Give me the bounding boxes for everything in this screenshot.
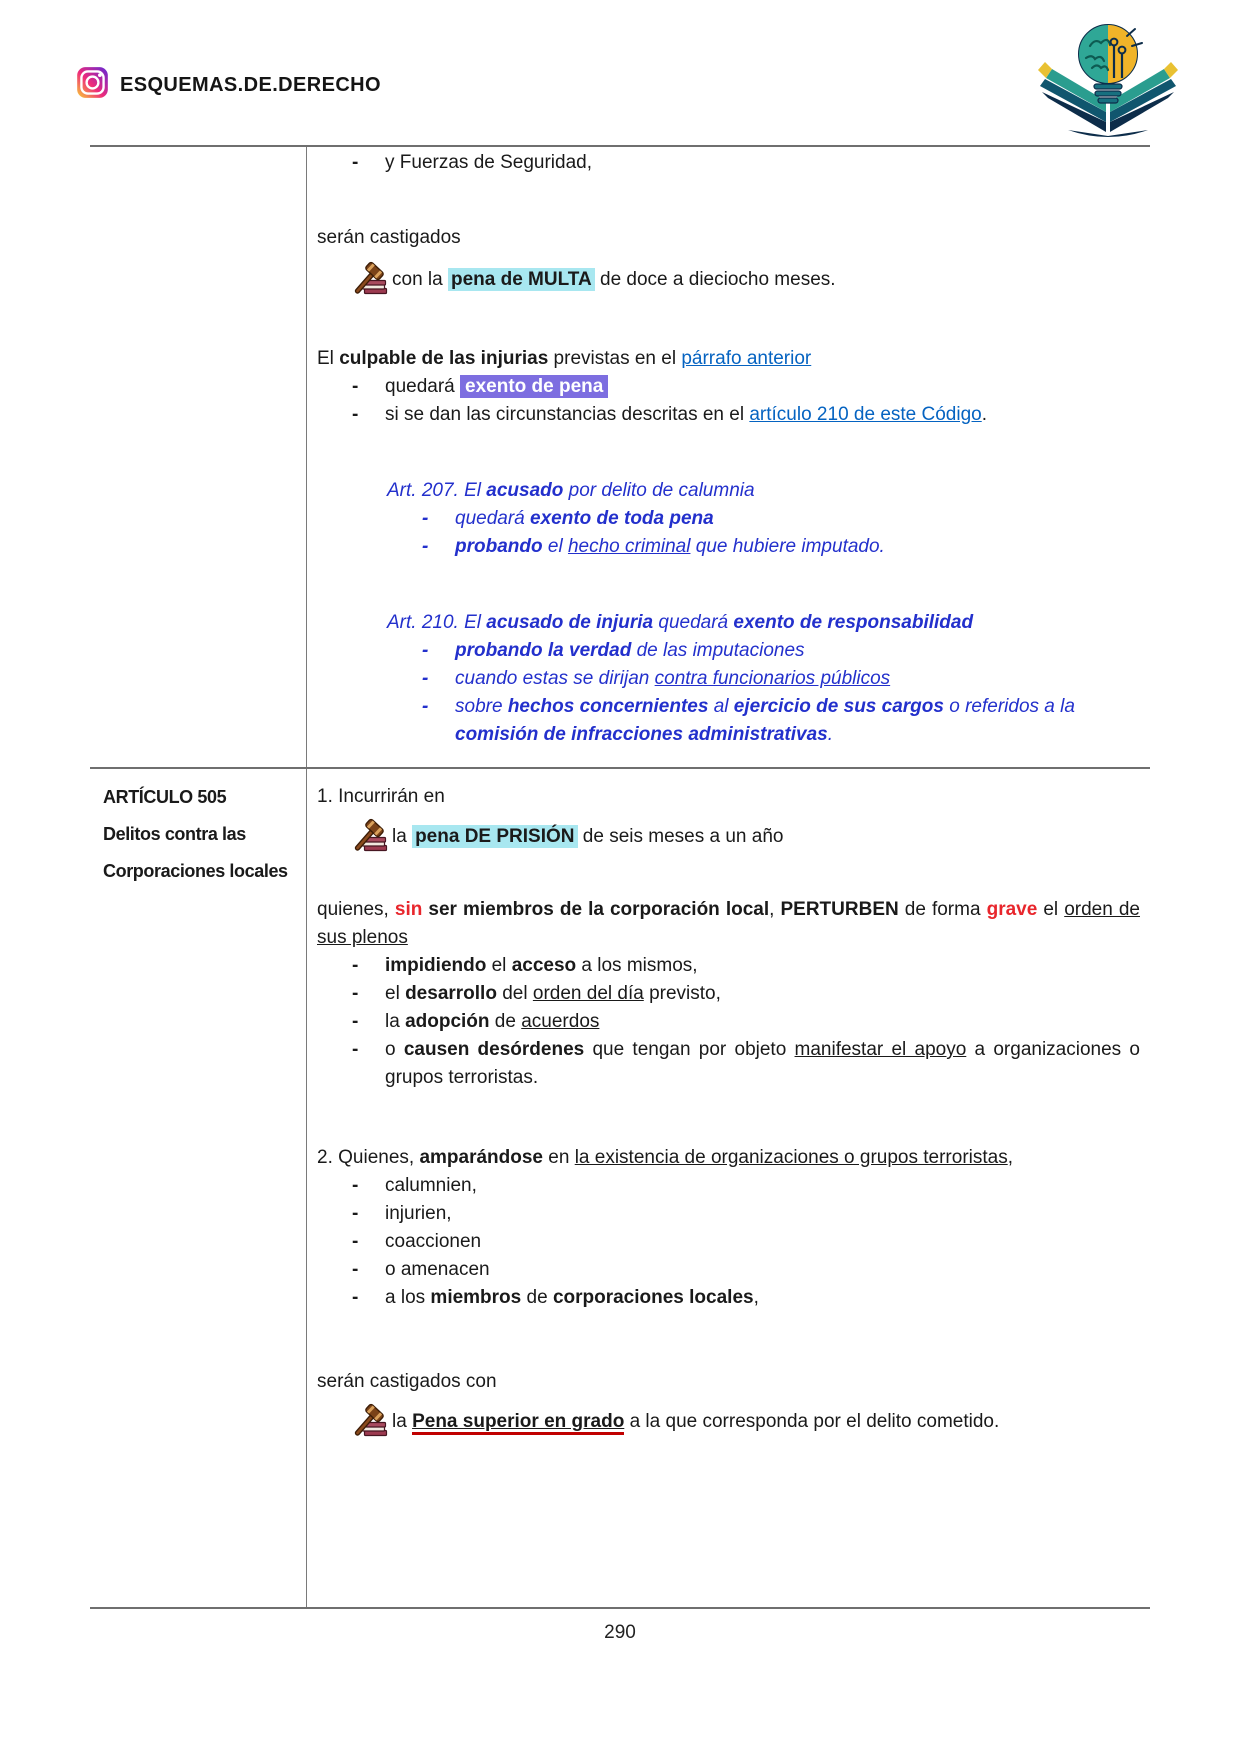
page-number: 290 [604,1622,636,1643]
text-run: o amenacen [385,1259,490,1280]
text-run-bold: probando la verdad [455,640,632,661]
table-row [90,147,1150,769]
text-run [455,505,1140,533]
list-item [317,1008,1140,1036]
highlighted-penalty: pena DE PRISIÓN [412,825,577,848]
text-run-red: sin [394,899,423,920]
bullet-dash: - [352,1203,359,1224]
text-run: de forma [898,899,987,920]
list-item [317,401,1140,429]
penalty-line [317,260,1140,295]
highlighted-exempt: exento de pena [460,375,608,398]
text-run: o [385,1039,404,1060]
text-run: a los [385,1287,431,1308]
text-run: a los mismos, [576,955,698,976]
text-run-bold: culpable de las injurias [339,348,549,369]
penalty-text [392,265,836,295]
list-item [317,980,1140,1008]
text-run: el [486,955,512,976]
text-run: la [385,1011,406,1032]
text-run: , [753,1287,759,1308]
paragraph [317,896,1140,952]
text-run-bold: comisión de infracciones administrativas [455,724,828,745]
text-run: de [489,1011,522,1032]
text-run: que tengan por objeto [584,1039,795,1060]
row1-heading-cell [90,147,307,767]
article-207-quote [387,477,1140,561]
bullet-dash: - [352,1039,359,1060]
bullet-dash: - [352,1287,359,1308]
text-run-bold: exento de responsabilidad [733,612,974,633]
bullet-dash: - [352,1175,359,1196]
highlighted-penalty: pena de MULTA [448,268,595,291]
text-run-bold: PERTURBEN [780,899,899,920]
text-run-bold: impidiendo [385,955,487,976]
text-run: o referidos a la [943,696,1075,717]
text-run-bold: acusado de injuria [486,612,654,633]
text-run: quienes, [317,899,395,920]
text-run-bold: miembros [430,1287,522,1308]
list-item [317,952,1140,980]
text-run: sobre [455,696,508,717]
text-run: el [385,983,406,1004]
text-run: quedará [455,508,531,529]
bullet-dash: - [422,640,429,661]
text-run: quedará [653,612,734,633]
text-run-underline: orden del día [532,983,644,1004]
text-run: serán castigados [317,227,461,248]
penalty-text [392,1407,999,1437]
text-run [455,693,1140,749]
text-run: . [827,724,834,745]
text-run-bold: causen desórdenes [403,1039,585,1060]
list-item [317,1228,1140,1256]
bullet-dash: - [352,1011,359,1032]
text-run: la [392,1411,413,1432]
list-item [317,1284,1140,1312]
text-run-bold: adopción [405,1011,490,1032]
text-run-underline: contra funcionarios públicos [654,668,891,689]
gavel-books-icon [352,1402,389,1437]
parrafo-anterior-link[interactable]: párrafo anterior [681,348,812,369]
brain-bulb-book-logo [1028,12,1188,144]
schema-table [90,145,1150,1609]
text-run [385,980,1140,1008]
text-run [455,637,1140,665]
list-item [317,1256,1140,1284]
penalty-line [317,1402,1140,1437]
text-run-bold: probando [455,536,543,557]
list-item [387,665,1140,693]
text-run-underline: la existencia de organizaciones o grupos terroristas [574,1147,1008,1168]
text-run: la [392,826,413,847]
article-210-quote [387,609,1140,749]
text-run-bold: exento de toda pena [530,508,714,529]
text-run-bold: desarrollo [405,983,497,1004]
text-run: por delito de calumnia [563,480,755,501]
list-item [317,373,1140,401]
bullet-dash: - [352,376,359,397]
text-run-bold: acusado [486,480,564,501]
text-run: de seis meses a un año [577,826,784,847]
bullet-dash: - [352,404,359,425]
article-number: ARTÍCULO 505 [103,787,227,807]
list-item [387,637,1140,665]
text-run: cuando estas se dirijan [455,668,655,689]
brand-header [76,66,381,105]
paragraph [387,477,1140,505]
paragraph [317,345,1140,373]
list-item [387,693,1140,749]
text-run-bold: acceso [511,955,577,976]
bullet-dash: - [422,536,429,557]
text-run: en [543,1147,575,1168]
text-run: si se dan las circunstancias descritas en el [385,404,750,425]
list-item [387,505,1140,533]
text-run: previstas en el [548,348,682,369]
text-run: con la [392,269,448,290]
list-item [317,1036,1140,1092]
text-run [455,665,1140,693]
text-run: de las imputaciones [631,640,805,661]
bullet-dash: - [352,955,359,976]
article-title-line: Delitos contra las [103,824,246,844]
instagram-icon [76,66,109,105]
paragraph [317,1144,1140,1172]
bullet-dash: - [422,668,429,689]
text-run-bold: hechos concernientes [507,696,709,717]
brand-title: ESQUEMAS.DE.DERECHO [120,74,381,96]
paragraph [317,783,1140,811]
paragraph [317,224,1140,252]
text-run-underline: manifestar el apoyo [794,1039,967,1060]
bullet-dash: - [352,1231,359,1252]
text-run: de [521,1287,553,1308]
text-run [385,1284,1140,1312]
text-run: de doce a dieciocho meses. [594,269,836,290]
penalty-line [317,817,1140,852]
highlighted-penalty: Pena superior en grado [412,1411,624,1435]
text-run: serán castigados con [317,1371,497,1392]
paragraph [317,1368,1140,1396]
text-run: quedará [385,376,461,397]
bullet-dash: - [422,696,429,717]
text-run-red: grave [986,899,1038,920]
text-run: coaccionen [385,1231,482,1252]
text-run-bold: corporaciones locales [552,1287,754,1308]
text-run [385,401,1140,429]
row2-heading-cell [90,769,307,1607]
text-run-underline: acuerdos [521,1011,600,1032]
text-run: el [1037,899,1065,920]
text-run [385,373,1140,401]
text-run: . [981,404,988,425]
text-run [455,533,1140,561]
text-run [385,1008,1140,1036]
bullet-dash: - [352,152,359,173]
gavel-books-icon [352,817,389,852]
text-run: y Fuerzas de Seguridad, [385,152,593,173]
list-item [317,1200,1140,1228]
row1-content-cell [307,147,1150,767]
text-run: del [496,983,533,1004]
text-run-underline: hecho criminal [567,536,691,557]
penalty-text [392,822,783,852]
text-run: 2. Quienes, [317,1147,420,1168]
list-item [317,1172,1140,1200]
list-item [387,533,1140,561]
text-run-bold: ser miembros de la corporación local [428,899,770,920]
text-run: a organizaciones o grupos terroristas. [385,1039,1140,1088]
text-run: El [317,348,340,369]
article-title-line: Corporaciones locales [103,861,288,881]
text-run: 1. Incurrirán en [317,786,445,807]
text-run: Art. 210. El [387,612,487,633]
text-run: a la que corresponda por el delito cometido. [624,1411,1000,1432]
bullet-dash: - [352,983,359,1004]
text-run: que hubiere imputado. [690,536,885,557]
text-run: previsto, [643,983,721,1004]
text-run: Art. 207. El [387,480,487,501]
gavel-books-icon [352,260,389,295]
list-item [317,149,1140,177]
text-run: , [1007,1147,1013,1168]
bullet-dash: - [352,1259,359,1280]
row2-content-cell [307,769,1150,1607]
text-run: al [708,696,734,717]
table-row [90,769,1150,1609]
text-run: , [769,899,781,920]
text-run: el [542,536,568,557]
paragraph [387,609,1140,637]
articulo-210-link[interactable]: artículo 210 de este Código [749,404,982,425]
text-run: injurien, [385,1203,452,1224]
text-run-bold: ejercicio de sus cargos [733,696,944,717]
text-run-bold: amparándose [419,1147,543,1168]
text-run: calumnien, [385,1175,477,1196]
text-run-underline: orden de sus plenos [317,899,1140,948]
text-run [385,1036,1140,1092]
text-run [385,952,1140,980]
bullet-dash: - [422,508,429,529]
